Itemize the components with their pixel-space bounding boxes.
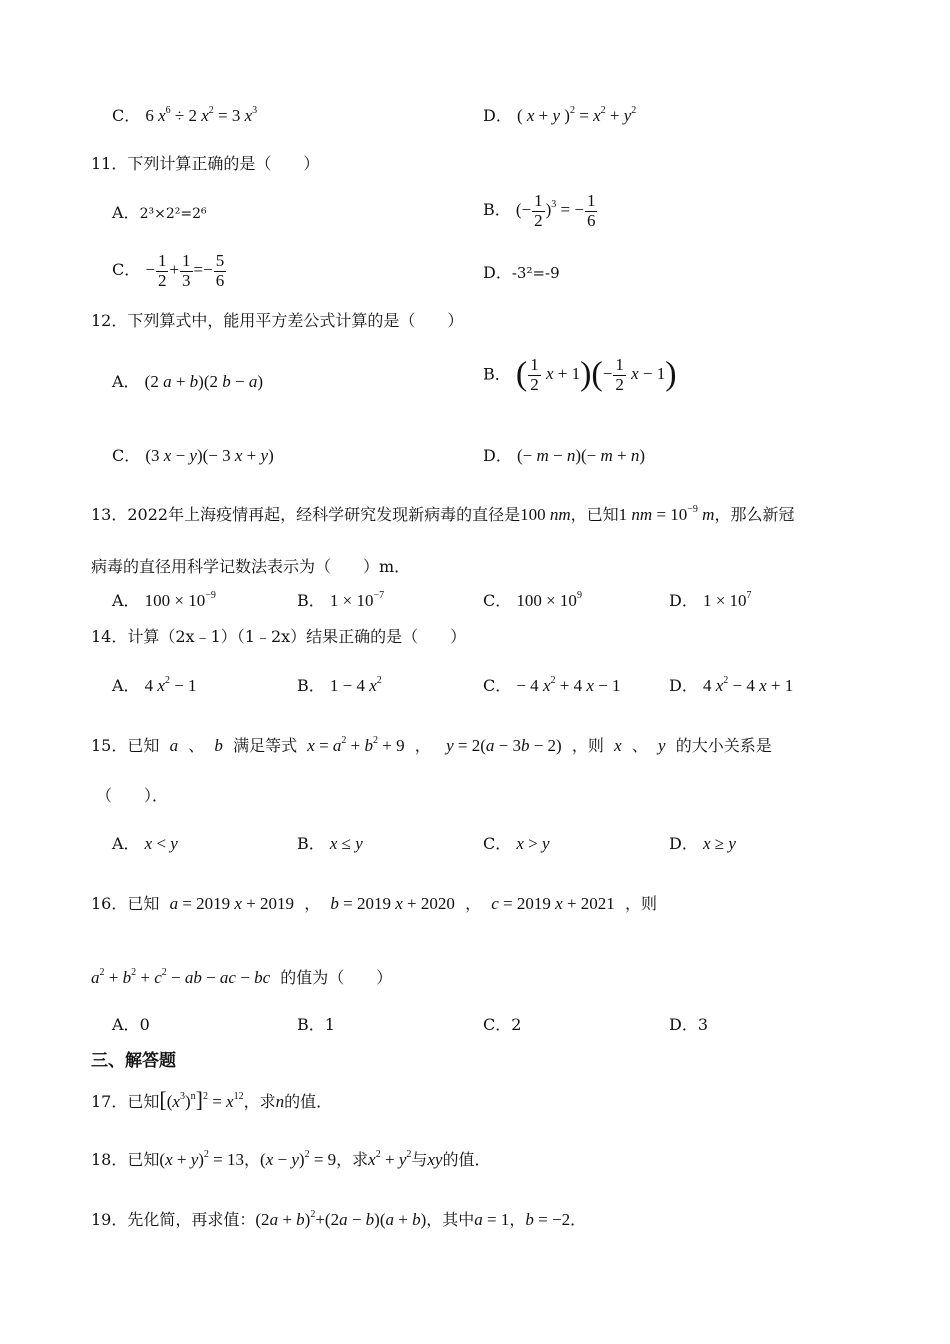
question-number: 19．: [91, 1210, 128, 1229]
math-expression: $100 \times 10^{-9}$: [144, 590, 216, 610]
question-text: 的值为: [280, 968, 329, 987]
q16-option-d: [669, 1015, 708, 1034]
math-expression: $(x + y)^2 = 13$: [159, 1149, 245, 1169]
question-text: ，则: [624, 894, 657, 913]
math-expression: (3 x − y)(− 3 x + y): [145, 446, 274, 465]
q16-option-a: [112, 1015, 150, 1034]
q14-option-b: [297, 676, 382, 696]
question-number: 17．: [91, 1092, 128, 1111]
separator: ，: [304, 894, 321, 913]
math-expression: ( x + y )$^2 = x^2 + y^2$: [516, 105, 637, 125]
option-label: D．: [483, 106, 512, 125]
q11-option-a: [112, 203, 207, 223]
option-label: C．: [112, 260, 141, 280]
option-text: -3²=-9: [511, 264, 560, 282]
q12-stem: [91, 311, 463, 330]
math-expression: $(x - y)^2 = 9$: [260, 1149, 337, 1169]
math-variable: y: [657, 736, 666, 755]
question-text: 病毒的直径用科学记数法表示为（ ）m．: [91, 557, 411, 576]
question-text: ，求: [336, 1150, 369, 1169]
question-number: 15．: [91, 736, 128, 755]
option-label: A．: [112, 203, 140, 222]
math-expression: $x = a^2 + b^2 + 9$: [307, 735, 405, 755]
question-text: ．: [570, 1210, 587, 1229]
option-label: D．: [669, 834, 698, 853]
q15-option-d: [669, 834, 736, 854]
q13-stem: [91, 505, 794, 525]
math-expression: 4 $x^2 - 1$: [144, 675, 197, 695]
math-expression: xy: [427, 1150, 443, 1169]
option-label: D．: [483, 446, 512, 465]
math-expression: $(2a + b)^2+(2a - b)(a + b)$: [255, 1209, 427, 1229]
q13-option-a: [112, 591, 216, 611]
separator: ，: [465, 894, 482, 913]
separator: ，: [509, 1210, 526, 1229]
question-text: （ ）．: [96, 786, 169, 805]
option-text: 3: [697, 1015, 709, 1034]
q16-option-b: [297, 1015, 335, 1034]
option-label: B．: [297, 676, 325, 695]
option-text: 1: [324, 1015, 335, 1034]
option-label: B．: [297, 1015, 325, 1034]
math-variable: n: [275, 1092, 285, 1111]
math-expression: $[(x^3)^n]^2 = x^{12}$: [159, 1087, 244, 1112]
math-expression: $1 \times 10^7$: [702, 590, 752, 610]
q14-option-c: [483, 676, 620, 696]
question-number: 13．: [91, 505, 128, 524]
math-expression: (− m − n)(− m + n): [516, 446, 646, 465]
separator: 、: [188, 736, 205, 755]
math-expression: a = 2019 x + 2019: [169, 894, 295, 913]
question-text: ，已知: [570, 505, 619, 524]
q14-stem: [91, 627, 466, 646]
option-label: A．: [112, 1015, 140, 1034]
math-expression: 1 − 4 $x^2$: [329, 675, 382, 695]
math-expression: x < y: [144, 834, 178, 853]
option-label: C．: [483, 591, 512, 610]
math-variable: x: [614, 736, 622, 755]
q15-stem-line2: [96, 786, 168, 805]
option-label: C．: [112, 446, 141, 465]
question-text: 已知: [127, 1150, 160, 1169]
q13-stem-line2: [91, 557, 410, 576]
option-label: D．: [669, 676, 698, 695]
math-expression: $100 \times 10^9$: [516, 590, 582, 610]
math-expression: x > y: [516, 834, 550, 853]
q16-option-c: [483, 1015, 521, 1034]
q19-stem: [91, 1210, 586, 1230]
question-text: ，则: [571, 736, 604, 755]
question-text: ，其中: [426, 1210, 475, 1229]
q13-option-b: [297, 591, 384, 611]
math-expression: c = 2019 x + 2021: [491, 894, 615, 913]
q11-option-c: [112, 252, 227, 290]
question-number: 14．: [91, 627, 128, 646]
math-expression: x ≤ y: [329, 834, 363, 853]
math-expression: 1 nm = $10^{-9}$ m: [618, 504, 715, 524]
math-expression: (− $\frac{1}{2}$ )$^3$ = − $\frac{1}{6}$: [515, 191, 596, 230]
option-label: A．: [112, 591, 140, 610]
q18-stem: [91, 1150, 490, 1170]
option-label: B．: [483, 200, 511, 220]
math-expression: $1 \times 10^{-7}$: [329, 590, 385, 610]
q17-stem: [91, 1087, 332, 1113]
math-expression: b = −2: [525, 1210, 571, 1229]
math-expression: (2 a + b)(2 b − a): [144, 372, 264, 391]
q12-option-a: [112, 372, 263, 392]
q12-option-b: [483, 355, 677, 396]
question-text: 下列计算正确的是（ ）: [127, 154, 320, 173]
q11-option-b: [483, 192, 598, 230]
option-label: C．: [483, 1015, 512, 1034]
option-label: C．: [112, 106, 141, 125]
option-label: A．: [112, 676, 140, 695]
option-label: D．: [483, 263, 512, 282]
question-text: 计算（2x﹣1）（1﹣2x）结果正确的是（ ）: [127, 627, 467, 646]
q15-option-b: [297, 834, 363, 854]
math-expression: 6 $x^6 \div 2$ $x^2 = 3$ $x^3$: [145, 105, 258, 125]
option-label: B．: [297, 591, 325, 610]
math-expression: − $\frac{1}{2}$ + $\frac{1}{3}$ =− $\frac{5}{6}$: [145, 251, 225, 290]
option-text: 0: [139, 1015, 150, 1034]
q11-option-d: [483, 263, 560, 282]
math-expression: b = 2019 x + 2020: [330, 894, 455, 913]
question-text: 已知: [127, 894, 160, 913]
option-text: 2³×2²=2⁶: [139, 206, 207, 222]
option-label: D．: [669, 1015, 698, 1034]
math-expression: $x^2 + y^2$: [368, 1149, 412, 1169]
math-expression: y = 2(a − 3b − 2): [446, 736, 562, 755]
question-text: 满足等式: [233, 736, 298, 755]
answer-blank: （ ）: [328, 968, 393, 987]
option-label: C．: [483, 676, 512, 695]
option-label: D．: [669, 591, 698, 610]
option-label: B．: [297, 834, 325, 853]
option-label: B．: [483, 364, 511, 384]
separator: ，: [414, 736, 431, 755]
question-text: ，那么新冠: [714, 505, 795, 524]
math-expression: 100 nm: [520, 505, 571, 524]
question-text: 的大小关系是: [675, 736, 772, 755]
question-text: 已知: [127, 1092, 160, 1111]
q16-stem-line2: [91, 968, 392, 988]
separator: ，: [244, 1150, 261, 1169]
option-label: A．: [112, 834, 140, 853]
question-text: ，求: [243, 1092, 276, 1111]
q14-option-a: [112, 676, 197, 696]
question-text: 下列算式中，能用平方差公式计算的是（ ）: [127, 311, 464, 330]
q10-option-c: [112, 106, 257, 126]
math-variable: a: [169, 736, 179, 755]
q14-option-d: [669, 676, 793, 696]
q12-option-d: [483, 446, 645, 466]
question-number: 16．: [91, 894, 128, 913]
option-label: C．: [483, 834, 512, 853]
q15-stem: [91, 736, 772, 756]
q13-option-d: [669, 591, 752, 611]
section-title: 三、解答题: [91, 1051, 176, 1071]
question-text: 的值．: [284, 1092, 333, 1111]
question-text: 2022年上海疫情再起，经科学研究发现新病毒的直径是: [127, 505, 521, 524]
q13-option-c: [483, 591, 582, 611]
question-number: 11．: [91, 154, 128, 173]
question-text: 的值．: [442, 1150, 491, 1169]
option-text: 2: [511, 1015, 522, 1034]
question-number: 12．: [91, 311, 128, 330]
q10-option-d: [483, 106, 636, 126]
math-expression: 4 $x^2 - 4$ x + 1: [702, 675, 794, 695]
q15-option-c: [483, 834, 550, 854]
math-expression: a = 1: [474, 1210, 510, 1229]
question-text: 已知: [127, 736, 160, 755]
math-expression: x ≥ y: [702, 834, 736, 853]
question-text: 与: [411, 1150, 428, 1169]
question-text: 先化简，再求值：: [127, 1210, 256, 1229]
question-number: 18．: [91, 1150, 128, 1169]
q16-stem: [91, 894, 657, 914]
q12-option-c: [112, 446, 274, 466]
separator: 、: [631, 736, 648, 755]
math-expression: $a^2 + b^2 + c^2$ − ab − ac − bc: [91, 967, 271, 987]
math-expression: ( $\frac{1}{2}$ x + 1)(− $\frac{1}{2}$ x − 1): [515, 355, 677, 394]
math-variable: b: [214, 736, 223, 755]
option-label: A．: [112, 372, 140, 391]
q15-option-a: [112, 834, 178, 854]
q11-stem: [91, 154, 319, 173]
math-expression: − 4 $x^2 + 4$ x − 1: [516, 675, 621, 695]
